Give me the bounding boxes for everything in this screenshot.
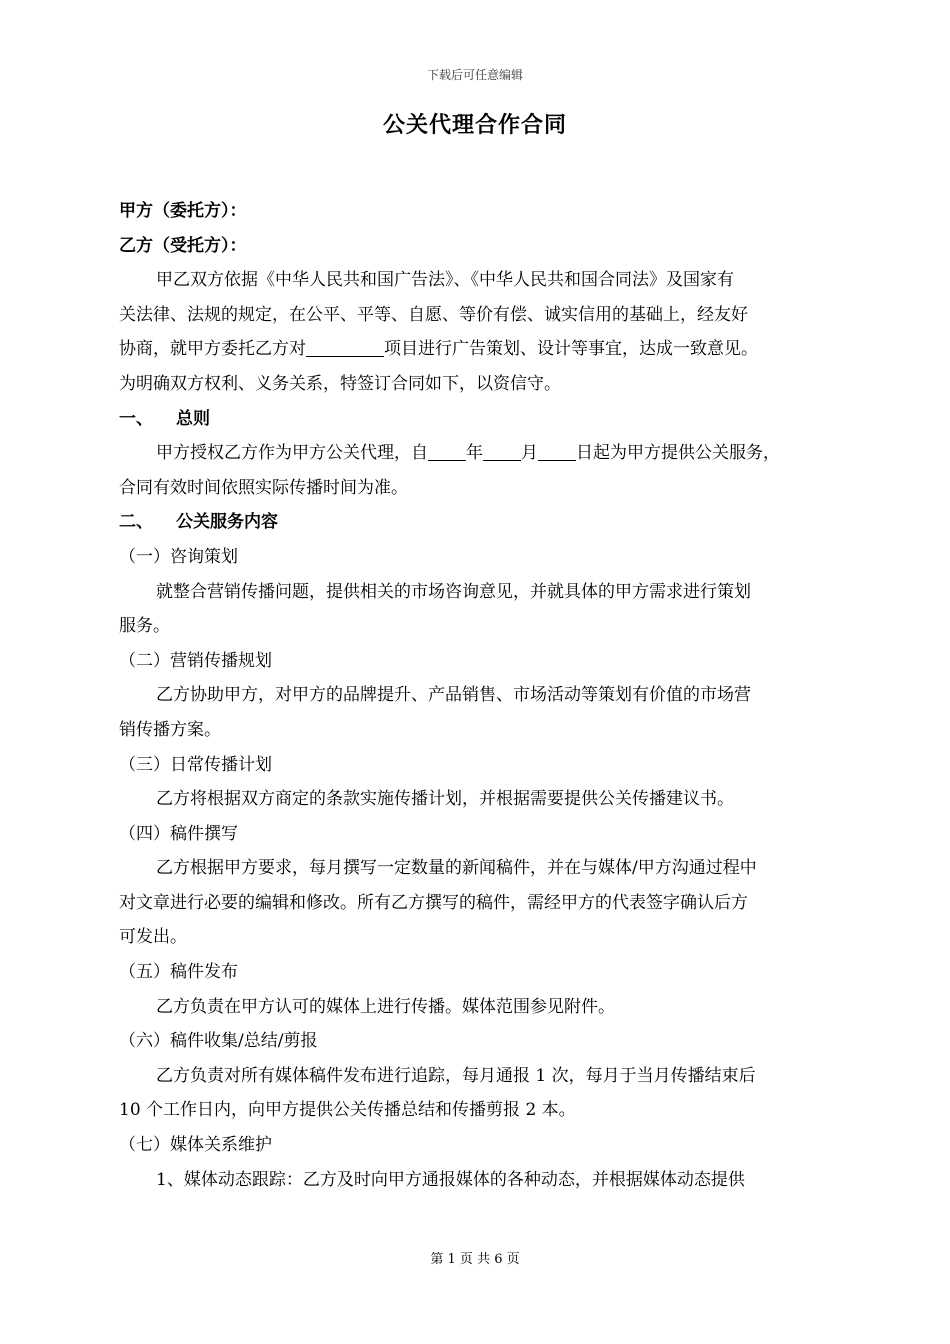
- intro-line-3: 协商，就甲方委托乙方对 项目进行广告策划、设计等事宜，达成一致意见。: [119, 332, 843, 367]
- intro-line-4: 为明确双方权利、义务关系，特签订合同如下，以资信守。: [119, 373, 561, 394]
- subsection-2-heading: （二）营销传播规划: [119, 650, 272, 671]
- subsection-6-line-2: 10 个工作日内，向甲方提供公关传播总结和传播剪报 2 本。: [119, 1100, 576, 1121]
- subsection-1-line-2: 服务。: [119, 616, 170, 637]
- section-2-heading: 二、 公关服务内容: [119, 512, 278, 533]
- page-footer: 第 1 页 共 6 页: [430, 1252, 520, 1267]
- subsection-4-heading: （四）稿件撰写: [119, 823, 238, 844]
- subsection-4-line-3: 可发出。: [119, 927, 187, 948]
- subsection-2-line-1: 乙方协助甲方，对甲方的品牌提升、产品销售、市场活动等策划有价值的市场营: [156, 685, 751, 706]
- subsection-5-heading: （五）稿件发布: [119, 962, 238, 983]
- page-header: 下载后可任意编辑: [426, 68, 523, 82]
- party-b-label: 乙方（受托方）：: [119, 235, 247, 256]
- document-title: 公关代理合作合同: [382, 113, 567, 138]
- subsection-6-line-1: 乙方负责对所有媒体稿件发布进行追踪，每月通报 1 次，每月于当月传播结束后: [156, 1065, 756, 1086]
- subsection-1-line-1: 就整合营销传播问题，提供相关的市场咨询意见，并就具体的甲方需求进行策划: [156, 581, 751, 602]
- day-blank: [538, 440, 576, 461]
- subsection-7-line-1: 1、媒体动态跟踪：乙方及时向甲方通报媒体的各种动态，并根据媒体动态提供: [156, 1169, 745, 1190]
- subsection-3-line-1: 乙方将根据双方商定的条款实施传播计划，并根据需要提供公关传播建议书。: [156, 789, 734, 810]
- section-1-heading: 一、 总则: [119, 408, 210, 429]
- subsection-7-heading: （七）媒体关系维护: [119, 1135, 272, 1156]
- section-1-line-1: 甲方授权乙方作为甲方公关代理，自 年 月 日起为甲方提供公关服务，: [119, 436, 843, 471]
- subsection-3-heading: （三）日常传播计划: [119, 754, 272, 775]
- project-blank: [306, 336, 384, 357]
- section-1-line-2: 合同有效时间依照实际传播时间为准。: [119, 477, 408, 498]
- subsection-6-heading: （六）稿件收集/总结/剪报: [119, 1031, 318, 1052]
- intro-line-1: 甲乙双方依据《中华人民共和国广告法》、《中华人民共和国合同法》及国家有: [156, 270, 734, 291]
- subsection-2-line-2: 销传播方案。: [119, 719, 221, 740]
- document-body: [119, 194, 843, 1197]
- month-blank: [483, 440, 521, 461]
- year-blank: [428, 440, 466, 461]
- party-a-label: 甲方（委托方）：: [119, 201, 247, 221]
- intro-line-2: 关法律、法规的规定，在公平、平等、自愿、等价有偿、诚实信用的基础上，经友好: [119, 304, 748, 325]
- subsection-5-line-1: 乙方负责在甲方认可的媒体上进行传播。媒体范围参见附件。: [156, 996, 615, 1017]
- subsection-4-line-1: 乙方根据甲方要求，每月撰写一定数量的新闻稿件，并在与媒体/甲方沟通过程中: [156, 858, 757, 879]
- subsection-1-heading: （一）咨询策划: [119, 546, 238, 567]
- subsection-4-line-2: 对文章进行必要的编辑和修改。所有乙方撰写的稿件，需经甲方的代表签字确认后方: [119, 892, 748, 913]
